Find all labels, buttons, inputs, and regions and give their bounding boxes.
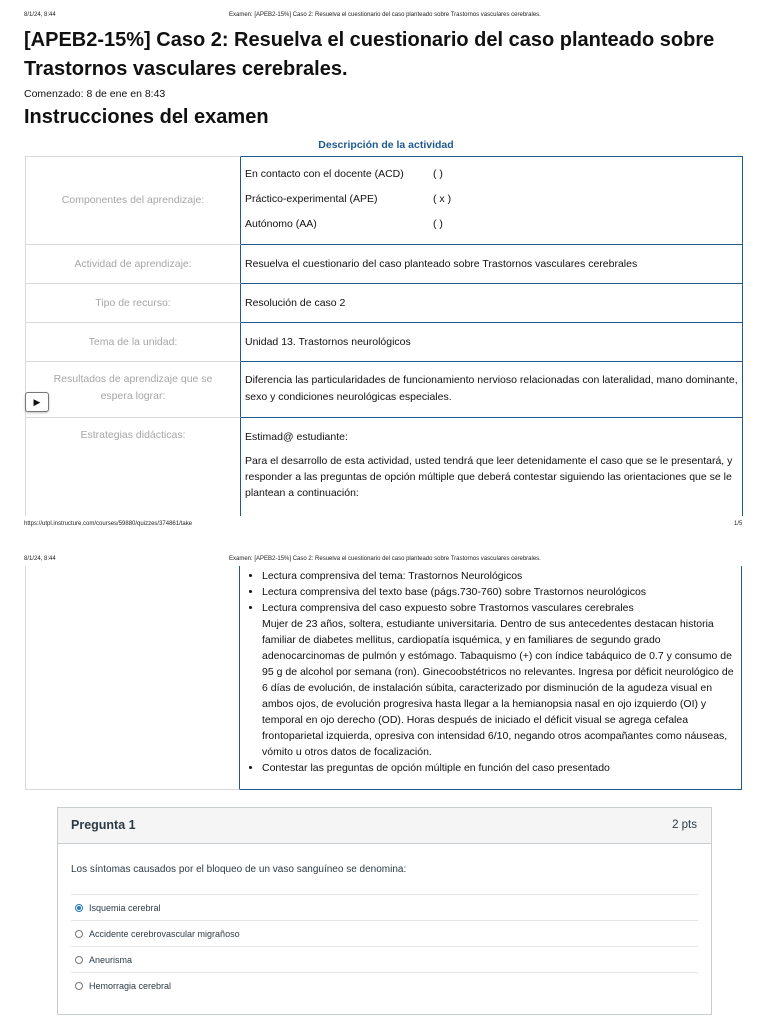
question-header — [58, 808, 711, 844]
activity-row — [26, 244, 743, 283]
component-option: Práctico-experimental (APE) ( x ) — [245, 193, 452, 205]
strategies-continuation — [25, 566, 742, 790]
results-value: Diferencia las particularidades de funcionamiento nervioso relacionadas con lateralidad, mano dominante, sexo y condiciones neurológicas especiales. — [241, 361, 743, 417]
unit-label: Tema de la unidad: — [26, 322, 241, 361]
question-text: Los síntomas causados por el bloqueo de un vaso sanguíneo se denomina: — [71, 864, 407, 875]
components-label: Componentes del aprendizaje: — [26, 156, 241, 244]
results-row — [26, 361, 743, 417]
play-button[interactable] — [25, 392, 49, 412]
answer-option[interactable] — [71, 894, 698, 920]
strategy-item: • Contestar las preguntas de opción múltiple en función del caso presentado — [262, 760, 737, 776]
answer-label: Accidente cerebrovascular migrañoso — [89, 928, 240, 939]
strategies-value — [241, 417, 743, 516]
strategy-item: • Lectura comprensiva del tema: Trastornos Neurológicos — [262, 568, 737, 584]
print-header-date: 8/1/24, 8:44 — [24, 12, 56, 18]
play-icon: ▶ — [33, 396, 41, 407]
component-option: Autónomo (AA) ( ) — [245, 218, 443, 230]
activity-value: Resuelva el cuestionario del caso planteado sobre Trastornos vasculares cerebrales — [241, 244, 743, 283]
resource-row — [26, 283, 743, 322]
question-name: Pregunta 1 — [71, 818, 136, 832]
resource-label: Tipo de recurso: — [26, 283, 241, 322]
print-header-title: Examen: [APEB2-15%] Caso 2: Resuelva el cuestionario del caso planteado sobre Trastornos vasculares cerebrales. — [229, 12, 541, 18]
strategies-row — [26, 417, 743, 516]
answer-option[interactable] — [71, 946, 698, 972]
activity-description-heading: Descripción de la actividad — [318, 139, 454, 151]
unit-value: Unidad 13. Trastornos neurológicos — [241, 322, 743, 361]
strategies-list — [240, 566, 742, 790]
print-footer-page: 1/5 — [734, 521, 743, 527]
radio-unselected[interactable] — [75, 982, 83, 990]
strategy-item: • Lectura comprensiva del texto base (págs.730-760) sobre Trastornos neurológicos — [262, 584, 737, 600]
question-points: 2 pts — [672, 819, 697, 831]
case-text: Mujer de 23 años, soltera, estudiante universitaria. Dentro de sus antecedentes destacan historia familiar de diabetes mellitus, cardiopatía isquémica, y en familiares de segundo grado adenocarcinomas de pulmón y estómago. Tabaquismo (+) con índice tabáquico de 0.7 y consumo de 95 g de alcohol por semana (ron). Ginecoobstétricos no relevantes. Ingresa por déficit neurológico de 6 días de evolución, de instalación súbita, caracterizado por disminución de la agudeza visual en ambos ojos, de evolución progresiva hasta llegar a la hemianopsia nasal en ojo izquierdo (OI) y temporal en ojo derecho (OD). Horas después de iniciado el déficit visual se agrega cefalea frontoparietal izquierda, opresiva con intensidad 6/10, negando otros acompañantes como náuseas, vómito u otros datos de focalización. — [262, 618, 734, 758]
answer-label: Aneurisma — [89, 954, 133, 965]
resource-value: Resolución de caso 2 — [241, 283, 743, 322]
strategies-label: Estrategias didácticas: — [26, 417, 241, 516]
unit-row — [26, 322, 743, 361]
strategies-label-continued — [25, 566, 240, 790]
activity-table — [25, 156, 743, 516]
instructions-heading: Instrucciones del examen — [24, 106, 269, 128]
strategies-greeting: Estimad@ estudiante: — [245, 431, 348, 443]
strategies-intro: Para el desarrollo de esta actividad, usted tendrá que leer detenidamente el caso que se le presentará, y responder a las preguntas de opción múltiple que deberá contestar siguiendo las orientaciones que se le plantean a continuación: — [245, 455, 733, 499]
quiz-title: [APEB2-15%] Caso 2: Resuelva el cuestionario del caso planteado sobre Trastornos vasculares cerebrales. — [24, 29, 715, 80]
question-card — [57, 807, 712, 1015]
strategy-item: • Lectura comprensiva del caso expuesto sobre Trastornos vasculares cerebrales Mujer de 23 años, soltera, estudiante universitaria. Dentro de sus antecedentes destacan historia familiar de diabetes mellitus, cardiopatía isquémica, y en familiares de segundo grado adenocarcinomas de pulmón y estómago. Tabaquismo (+) con índice tabáquico de 0.7 y consumo de 95 g de alcohol por semana (ron). Ginecoobstétricos no relevantes. Ingresa por déficit neurológico de 6 días de evolución, de instalación súbita, caracterizado por disminución de la agudeza visual en ambos ojos, de evolución progresiva hasta llegar a la hemianopsia nasal en ojo izquierdo (OI) y temporal en ojo derecho (OD). Horas después de iniciado el déficit visual se agrega cefalea frontoparietal izquierda, opresiva con intensidad 6/10, negando otros acompañantes como náuseas, vómito u otros datos de focalización. — [262, 600, 737, 760]
print-footer-url: https://utpl.instructure.com/courses/59880/quizzes/374861/take — [24, 521, 193, 527]
components-row — [26, 156, 743, 244]
answer-option[interactable] — [71, 920, 698, 946]
started-timestamp: Comenzado: 8 de ene en 8:43 — [24, 88, 166, 100]
radio-unselected[interactable] — [75, 956, 83, 964]
print-header-title-2: Examen: [APEB2-15%] Caso 2: Resuelva el cuestionario del caso planteado sobre Trastornos vasculares cerebrales. — [229, 556, 541, 562]
answer-option[interactable] — [71, 972, 698, 998]
radio-unselected[interactable] — [75, 930, 83, 938]
components-value — [241, 156, 743, 244]
radio-selected[interactable] — [75, 904, 83, 912]
component-option: En contacto con el docente (ACD) ( ) — [245, 168, 443, 180]
print-header-date-2: 8/1/24, 8:44 — [24, 556, 56, 562]
activity-label: Actividad de aprendizaje: — [26, 244, 241, 283]
answer-label: Isquemia cerebral — [89, 902, 161, 913]
results-label: Resultados de aprendizaje que se espera lograr: — [26, 361, 241, 417]
answer-label: Hemorragia cerebral — [89, 980, 172, 991]
